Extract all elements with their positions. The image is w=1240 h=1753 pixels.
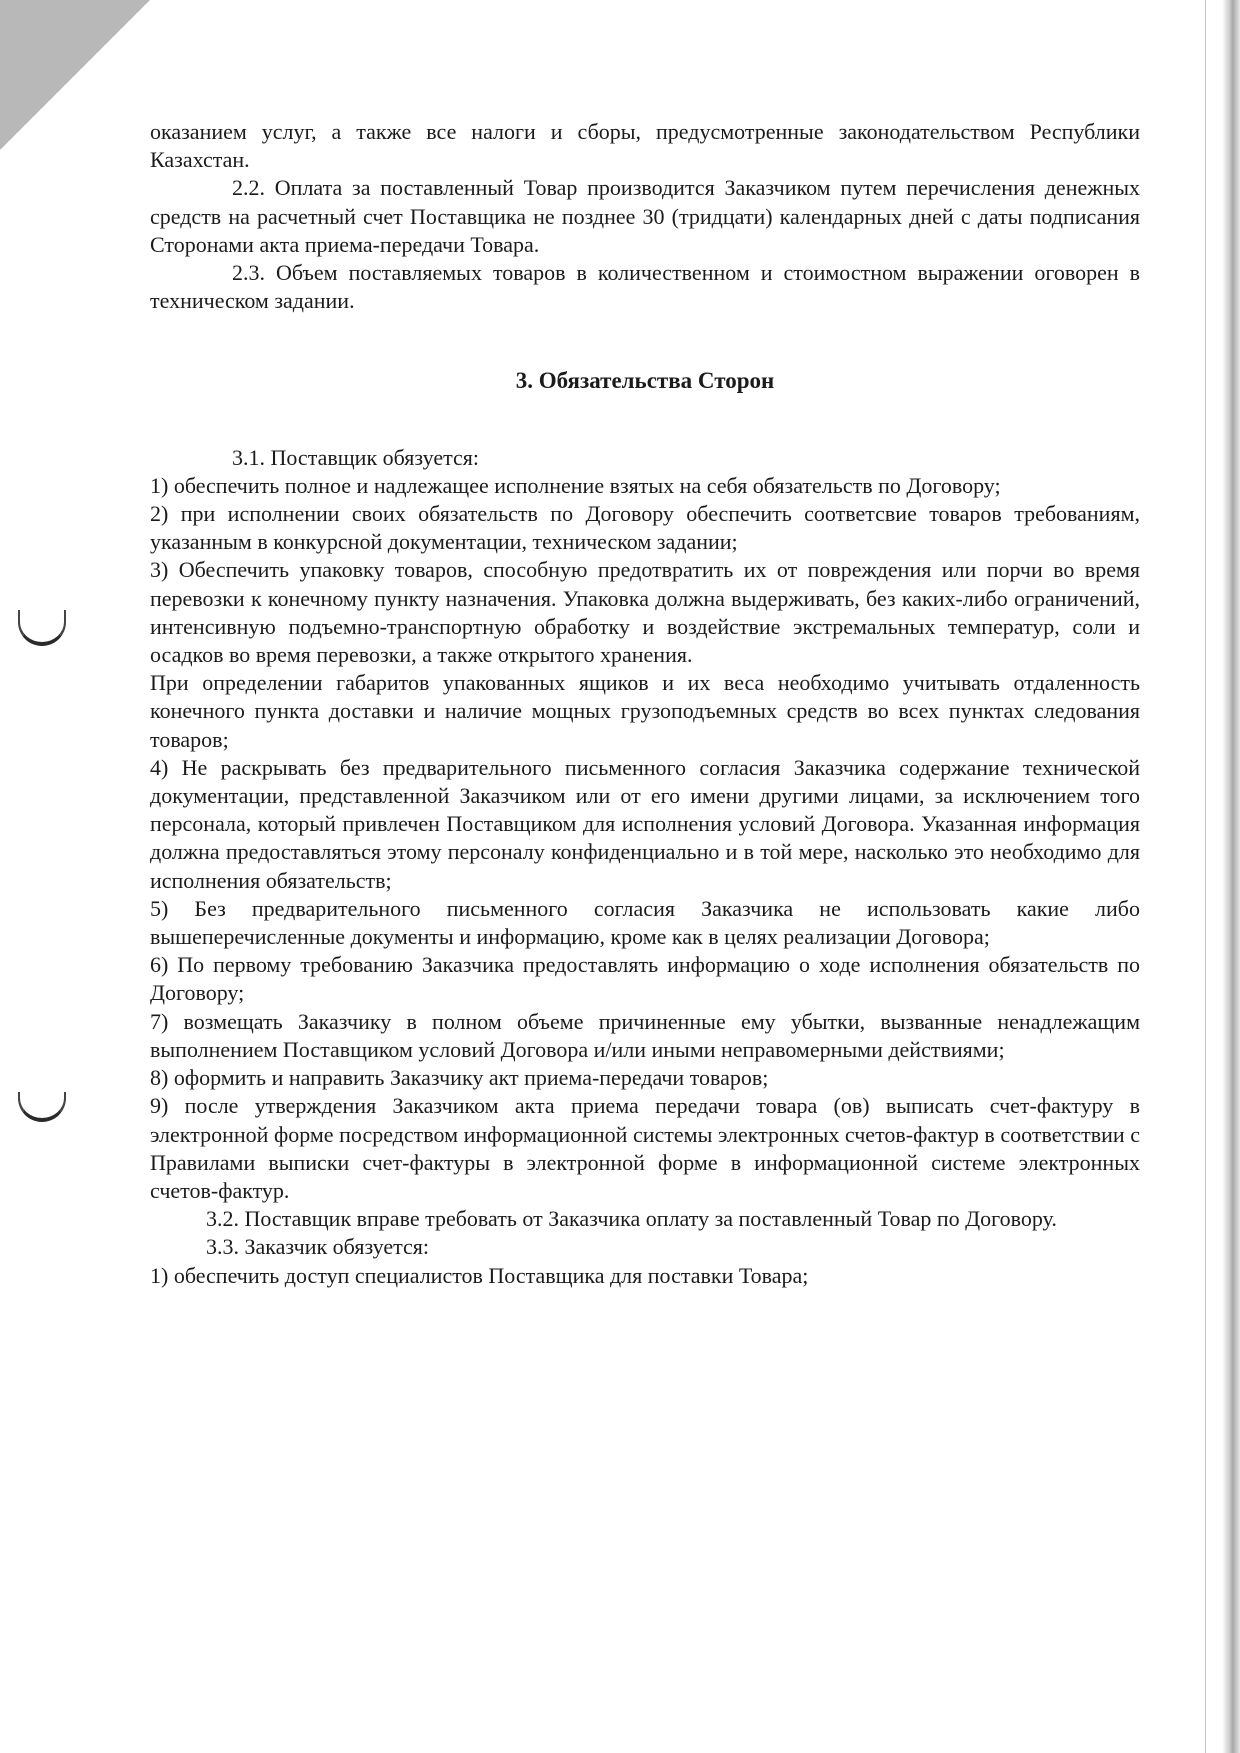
page-corner-fold xyxy=(0,0,150,150)
list-item: 7) возмещать Заказчику в полном объеме причиненные ему убытки, вызванные ненадлежащим выполнением Поставщиком условий Договора и/или иными неправомерными действиями; xyxy=(150,1008,1140,1062)
list-item: 8) оформить и направить Заказчику акт приема-передачи товаров; xyxy=(150,1065,769,1091)
list-item: 1) обеспечить доступ специалистов Поставщика для поставки Товара; xyxy=(150,1262,809,1288)
list-item: 4) Не раскрывать без предварительного письменного согласия Заказчика содержание технической документации, представленной Заказчиком или от его имени другими лицами, за исключением того персонала, который привлечен Поставщиком для исполнения условий Договора. Указанная информация должна предоставляться этому персоналу конфиденциально и в той мере, насколько это необходимо для исполнения обязательств; xyxy=(150,754,1140,893)
clause-3-1: 3.1. Поставщик обязуется: xyxy=(232,444,479,470)
scan-page-edge xyxy=(1222,0,1240,1753)
list-item: 1) обеспечить полное и надлежащее исполнение взятых на себя обязательств по Договору; xyxy=(150,472,1001,498)
scan-page-edge-line xyxy=(1205,0,1206,1753)
list-item: 3) Обеспечить упаковку товаров, способную предотвратить их от повреждения или порчи во время перевозки к конечному пункту назначения. Упаковка должна выдерживать, без каких-либо ограничений, интенсивную подъемно-транспортную обработку и воздействие экстремальных температур, соли и осадков во время перевозки, а также открытого хранения. xyxy=(150,557,1140,668)
clause-3-2: 3.2. Поставщик вправе требовать от Заказчика оплату за поставленный Товар по Договору. xyxy=(206,1206,1057,1232)
intro-paragraph: оказанием услуг, а также все налоги и сборы, предусмотренные законодательством Республики Казахстан. xyxy=(150,119,1140,173)
clause-2-2: 2.2. Оплата за поставленный Товар производится Заказчиком путем перечисления денежных средств на расчетный счет Поставщика не позднее 30 (тридцати) календарных дней с даты подписания Сторонами акта приема-передачи Товара. xyxy=(150,175,1140,257)
list-item: 9) после утверждения Заказчиком акта приема передачи товара (ов) выписать счет-фактуру в электронной форме посредством информационной системы электронных счетов-фактур в соответствии с Правилами выписки счет-фактуры в электронной форме в информационной системе электронных счетов-фактур. xyxy=(150,1093,1140,1203)
document-page xyxy=(150,118,1140,1290)
clause-2-3: 2.3. Объем поставляемых товаров в количественном и стоимостном выражении оговорен в техническом задании. xyxy=(150,260,1140,314)
clause-3-3: 3.3. Заказчик обязуется: xyxy=(206,1234,430,1260)
list-item: 6) По первому требованию Заказчика предоставлять информацию о ходе исполнения обязательств по Договору; xyxy=(150,952,1140,1006)
list-item: При определении габаритов упакованных ящиков и их веса необходимо учитывать отдаленность конечного пункта доставки и наличие мощных грузоподъемных средств во всех пунктах следования товаров; xyxy=(150,670,1140,752)
punch-hole-icon xyxy=(18,1092,66,1122)
section-3-title: 3. Обязательства Сторон xyxy=(515,368,775,394)
list-item: 5) Без предварительного письменного согласия Заказчика не использовать какие либо вышеперечисленные документы и информацию, кроме как в целях реализации Договора; xyxy=(150,895,1140,950)
list-item: 2) при исполнении своих обязательств по Договору обеспечить соответсвие товаров требованиям, указанным в конкурсной документации, техническом задании; xyxy=(150,501,1140,555)
punch-hole-icon xyxy=(18,610,66,646)
